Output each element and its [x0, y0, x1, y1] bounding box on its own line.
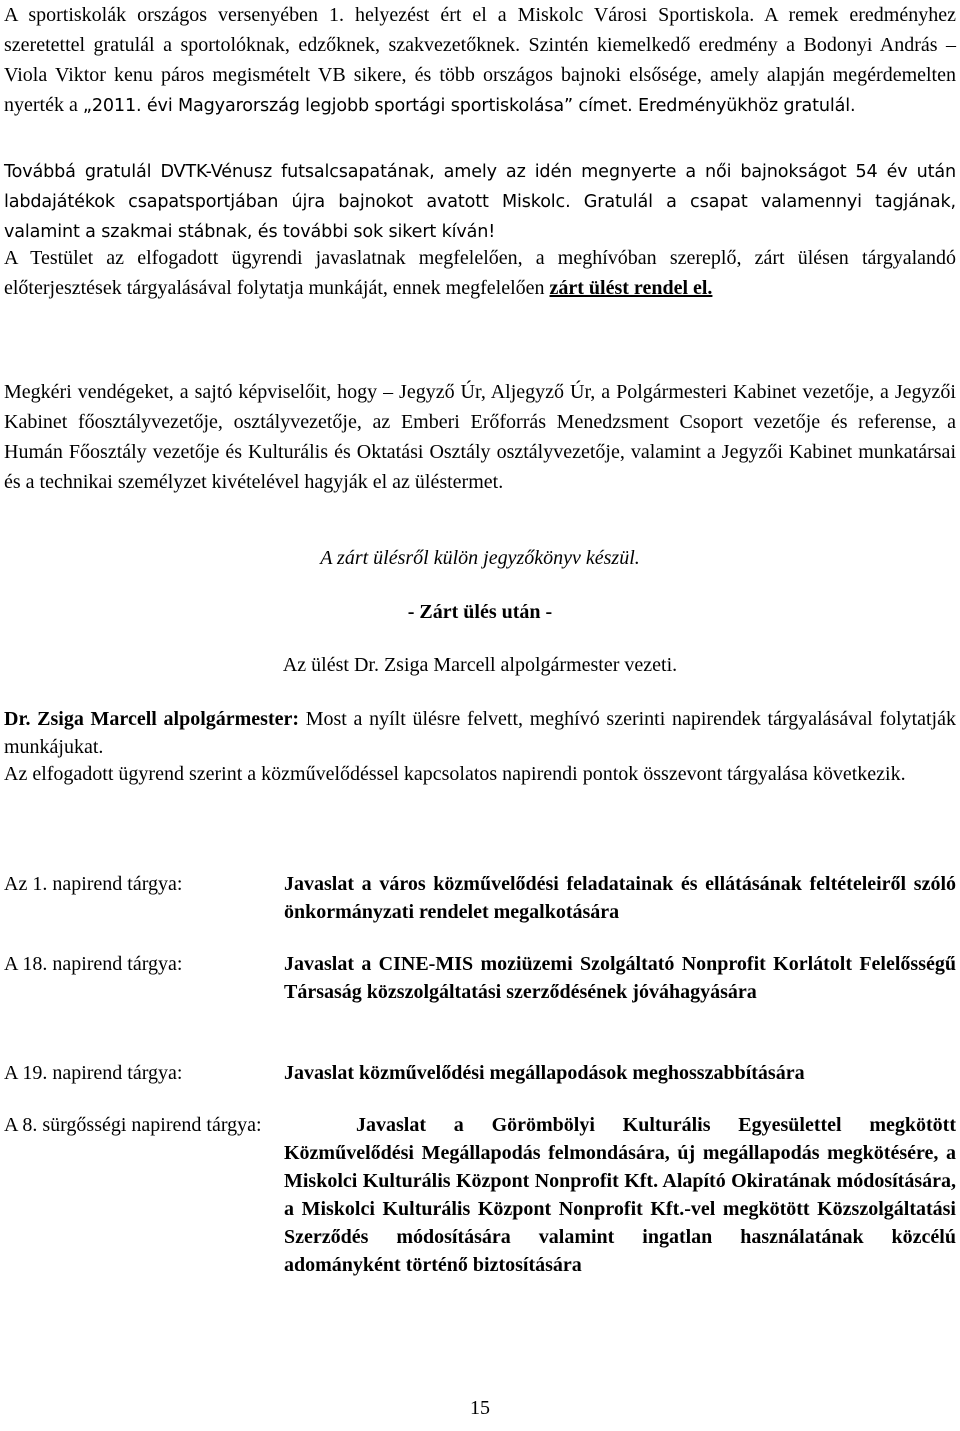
agenda-label: A 8. sürgősségi napirend tárgya: [4, 1114, 262, 1136]
agenda-title: Javaslat a CINE-MIS moziüzemi Szolgáltató Nonprofit Korlátolt Felelősségű Társaság közszolgáltatási szerződésének jóváhagyására [284, 953, 956, 1003]
agenda-label: Az 1. napirend tárgya: [4, 873, 183, 895]
speaker-name: Dr. Zsiga Marcell alpolgármester: [4, 708, 300, 730]
agenda-label: A 19. napirend tárgya: [4, 1062, 183, 1084]
paragraph-guests: Megkéri vendégeket, a sajtó képviselőit, hogy – Jegyző Úr, Aljegyző Úr, a Polgármesteri Kabinet vezetője, a Jegyzői Kabinet főosztályvezetője, osztályvezetője, az Emberi Erőforrás Menedzsment Csoport vezetője és referense, a Humán Főosztály vezetője és Kulturális és Oktatási Osztály osztályvezetője, valamint a Jegyzői Kabinet munkatársai és a technikai személyzet kivételével hagyják el az üléstermet. [4, 381, 956, 493]
closed-session-decision: zárt ülést rendel el. [549, 277, 713, 299]
after-closed-heading: - Zárt ülés után - [407, 601, 553, 623]
closed-session-text: A Testület az elfogadott ügyrendi javaslatnak megfelelően, a meghívóban szereplő, zárt ülésen tárgyalandó előterjesztések tárgyalásával folytatja munkáját, ennek megfelelően [4, 247, 956, 299]
agenda-title: Javaslat a város közművelődési feladatainak és ellátásának feltételeiről szóló önkormányzati rendelet megalkotására [284, 873, 956, 923]
speaker-paragraph [4, 705, 956, 761]
paragraph-closed-session [4, 243, 956, 303]
agenda-item [4, 950, 956, 1034]
closed-minutes-note: A zárt ülésről külön jegyzőkönyv készül. [320, 547, 640, 569]
paragraph-sports-school [4, 0, 956, 121]
agenda-item [4, 1111, 956, 1307]
chair-line: Az ülést Dr. Zsiga Marcell alpolgármester vezeti. [282, 654, 678, 676]
page-number: 15 [470, 1397, 490, 1419]
paragraph-sports-school-part1: A sportiskolák országos versenyében 1. helyezést ért el a Miskolc Városi Sportiskola. A remek eredményhez szeretettel gratulál a sportolóknak, edzőknek, szakvezetőknek. Szintén kiemelkedő eredmény a Bodonyi András – Viola Viktor kenu páros megismételt VB sikere, és több országos bajnoki elsősége, amely alapján megérdemelten nyerték a [4, 4, 956, 116]
paragraph-futsal: Továbbá gratulál DVTK-Vénusz futsalcsapatának, amely az idén megnyerte a női bajnokságot 54 év után labdajátékok csapatsportjában újra bajnokot avatott Miskolc. Gratulál a csapat valamennyi tagjának, valamint a szakmai stábnak, és további sok sikert kíván! [4, 162, 956, 242]
agenda-label: A 18. napirend tárgya: [4, 953, 183, 975]
speaker-text: Most a nyílt ülésre felvett, meghívó szerinti napirendek tárgyalásával folytatják munkájukat. [4, 708, 956, 758]
ugyrend-paragraph: Az elfogadott ügyrend szerint a közművelődéssel kapcsolatos napirendi pontok összevont tárgyalása következik. [4, 763, 906, 785]
paragraph-sports-school-part2: „2011. évi Magyarország legjobb sportági sportiskolása” címet. Eredményükhöz gratulál. [82, 96, 856, 116]
agenda-title: Javaslat a Görömbölyi Kulturális Egyesülettel megkötött Közművelődési Megállapodás felmondására, új megállapodás megkötésére, a Miskolci Kulturális Központ Nonprofit Kft. Alapító Okiratának módosítására, a Miskolci Kulturális Központ Nonprofit Kft.-vel megkötött Közszolgáltatási Szerződés módosítására valamint ingatlan használatának közcélú adományként történő biztosítására [284, 1114, 956, 1276]
agenda-title: Javaslat közművelődési megállapodások meghosszabbítására [284, 1062, 805, 1084]
agenda-item [4, 870, 956, 926]
agenda-item [4, 1059, 956, 1087]
